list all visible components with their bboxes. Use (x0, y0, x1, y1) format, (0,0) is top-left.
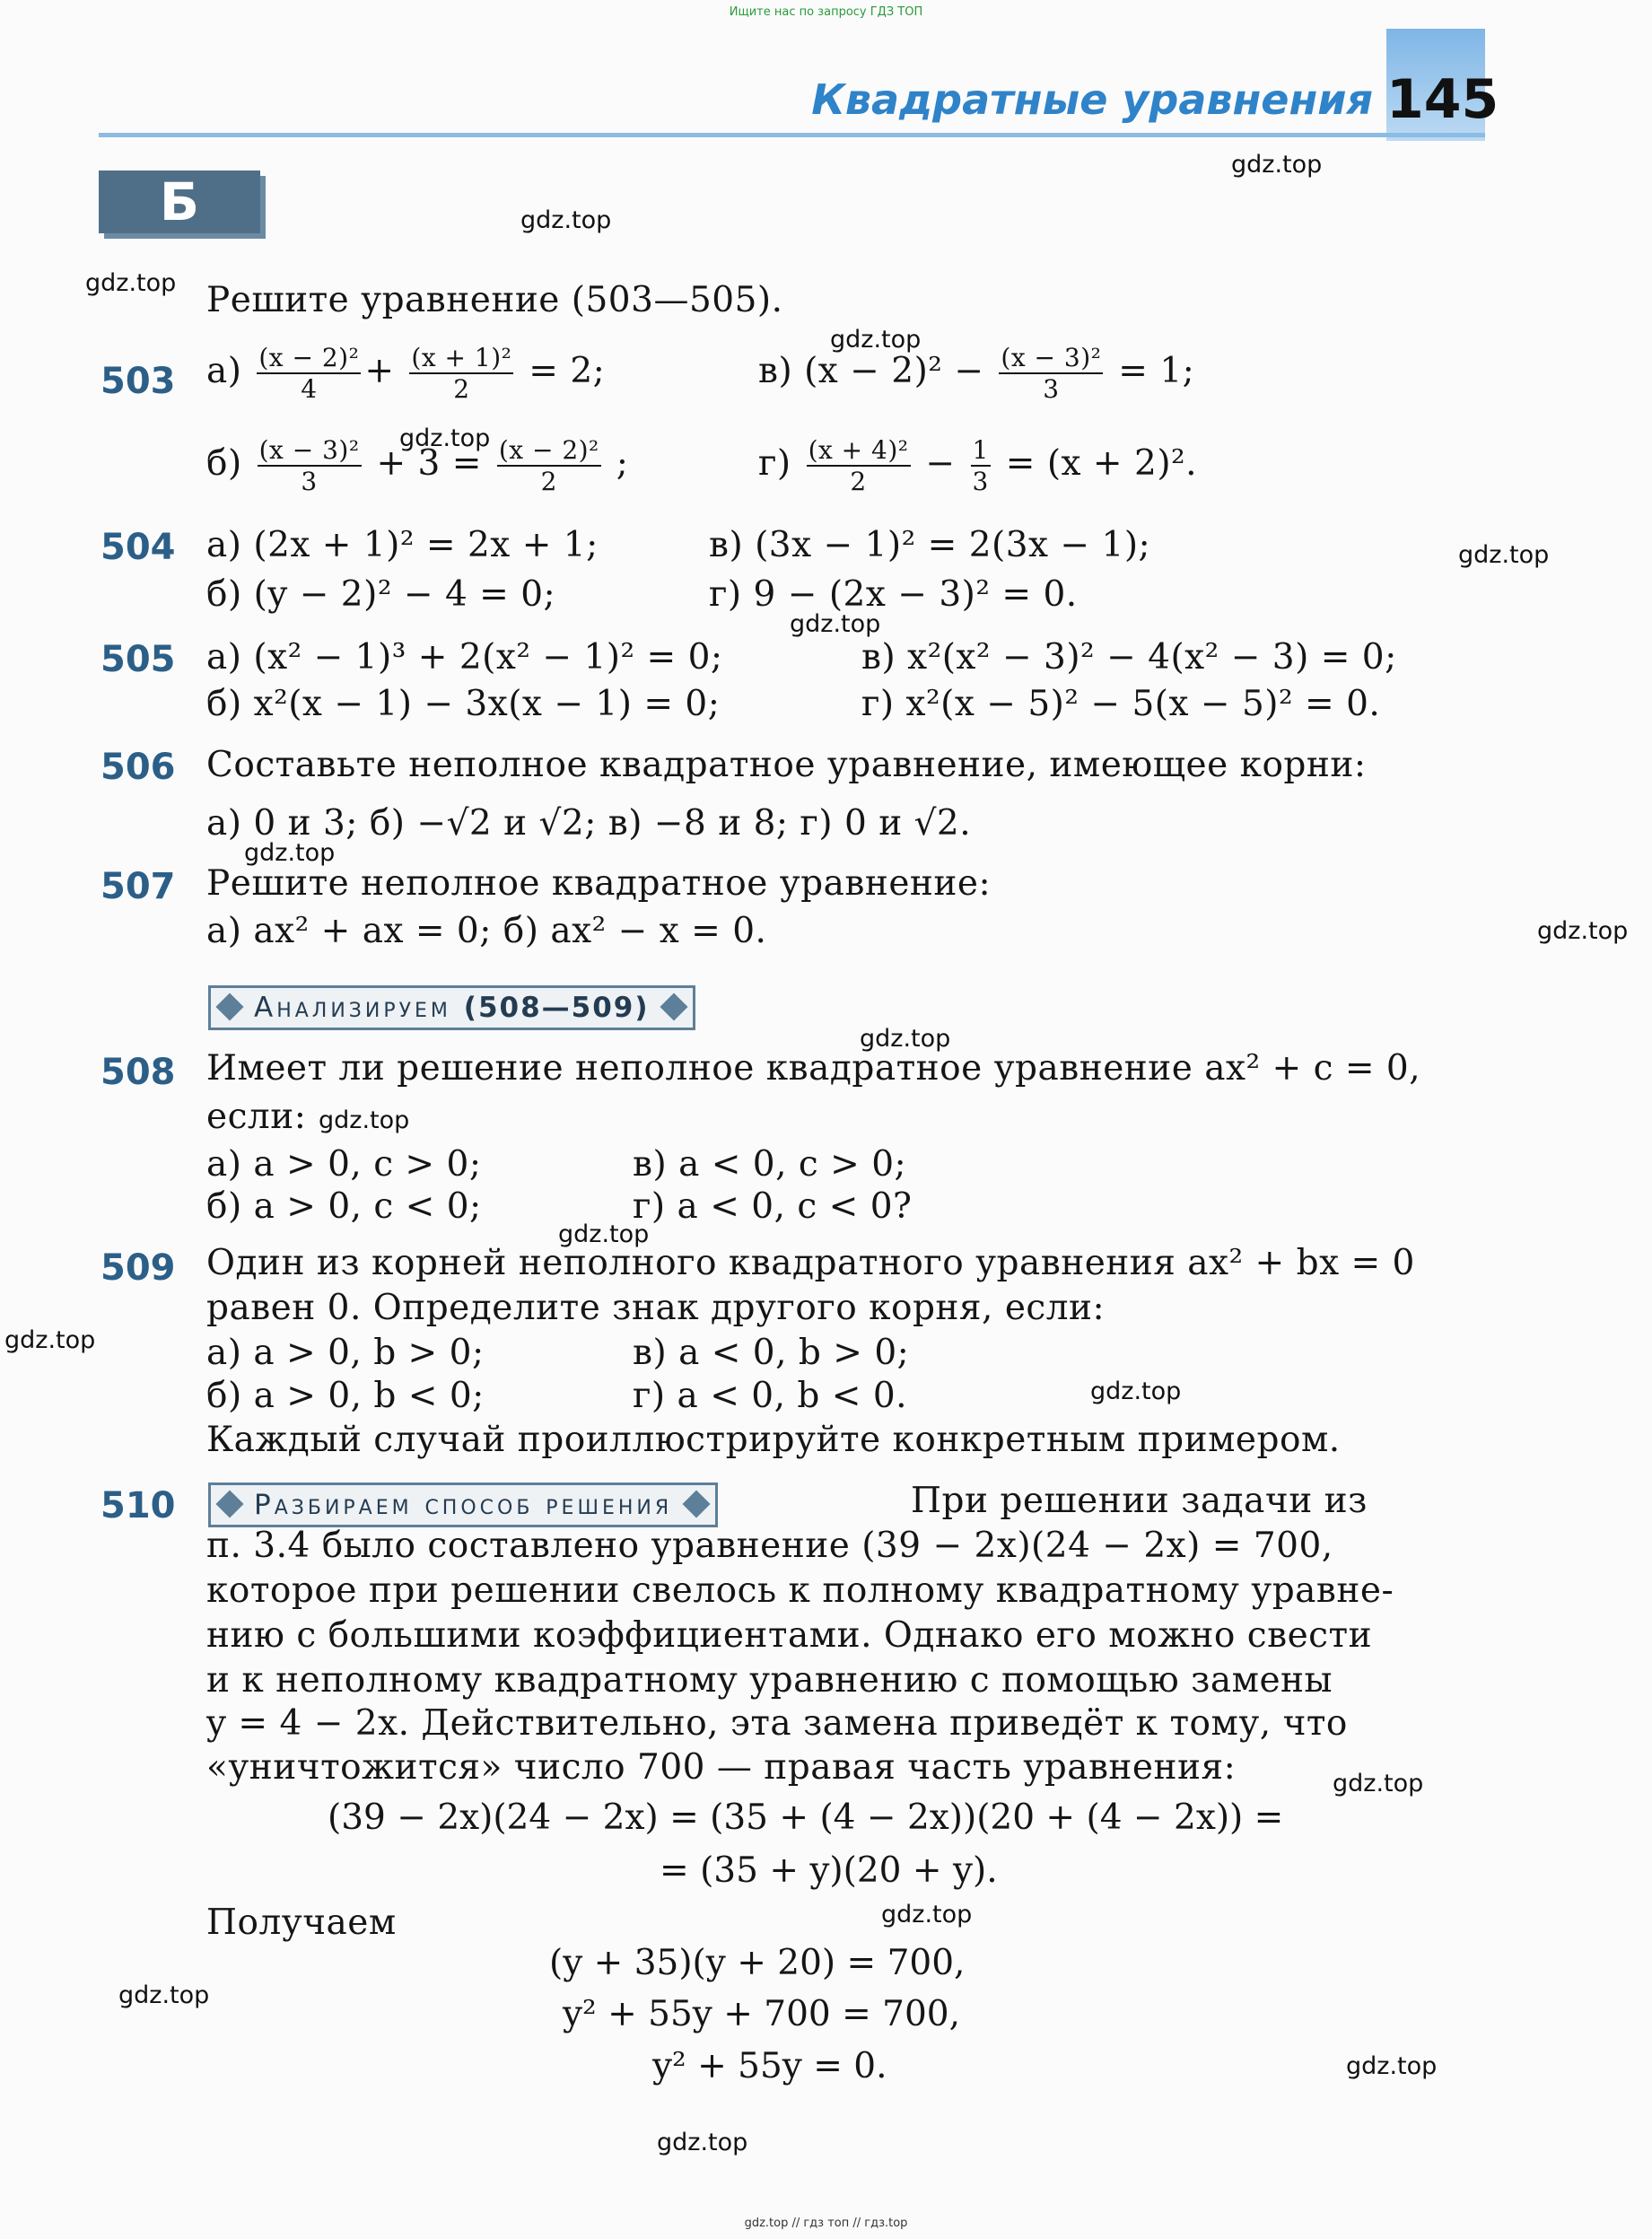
banner-range: (508—509) (463, 992, 650, 1024)
watermark: gdz.top (319, 1106, 410, 1134)
exercise-510-line: нию с большими коэффициентами. Однако его можно свести (206, 1615, 1373, 1656)
banner-label: Анализируем (254, 992, 451, 1024)
watermark: gdz.top (399, 424, 491, 452)
exercise-508-v: в) a < 0, c > 0; (633, 1144, 907, 1185)
exercise-510-line: которое при решении свелось к полному квадратному уравне- (206, 1570, 1394, 1611)
exercise-509-v: в) a < 0, b > 0; (633, 1333, 910, 1373)
watermark: gdz.top (830, 326, 922, 354)
exercise-510-line: п. 3.4 было составлено уравнение (39 − 2x)(24 − 2x) = 700, (206, 1526, 1333, 1566)
equation-line: y² + 55y = 0. (652, 2046, 887, 2086)
exercise-503-a: а) $\frac{\text{(x − 2)²}}{4}$ + $\frac{\text{(x + 1)²}}{2}$ = 2; (206, 343, 606, 404)
exercise-508-g: г) a < 0, c < 0? (633, 1186, 913, 1227)
section-badge: Б (99, 171, 260, 233)
exercise-504-v: в) (3x − 1)² = 2(3x − 1); (709, 525, 1151, 565)
exercise-503-g: г) $\frac{\text{(x + 4)²}}{2}$ − $\frac{1}{3}$ = (x + 2)². (758, 435, 1198, 496)
exercise-504-g: г) 9 − (2x − 3)² = 0. (709, 574, 1078, 615)
exercise-505-g: г) x²(x − 5)² − 5(x − 5)² = 0. (861, 684, 1381, 724)
exercise-505-v: в) x²(x² − 3)² − 4(x² − 3) = 0; (861, 637, 1397, 678)
equation-line: y² + 55y + 700 = 700, (563, 1994, 961, 2034)
exercise-509-a: а) a > 0, b > 0; (206, 1333, 485, 1373)
exercise-506-options: а) 0 и 3; б) −√2 и √2; в) −8 и 8; г) 0 и √2. (206, 803, 972, 844)
exercise-510-line: и к неполному квадратному уравнению с помощью замены (206, 1660, 1333, 1701)
analyze-banner (208, 985, 695, 1030)
exercise-number: 509 (101, 1247, 176, 1289)
exercise-507-options: а) ax² + ax = 0; б) ax² − x = 0. (206, 911, 767, 951)
exercise-504-a: а) (2x + 1)² = 2x + 1; (206, 525, 599, 565)
exercise-510-line: y = 4 − 2x. Действительно, эта замена приведёт к тому, что (206, 1703, 1348, 1744)
watermark: gdz.top (1333, 1770, 1424, 1797)
header-rule (99, 133, 1485, 137)
exercise-505-b: б) x²(x − 1) − 3x(x − 1) = 0; (206, 684, 721, 724)
page-number: 145 (1386, 68, 1499, 131)
top-note: Ищите нас по запросу ГДЗ ТОП (729, 5, 923, 19)
watermark: gdz.top (558, 1220, 650, 1248)
exercise-507-text: Решите неполное квадратное уравнение: (206, 863, 992, 904)
watermark: gdz.top (4, 1326, 96, 1354)
exercise-number: 506 (101, 747, 176, 788)
solution-method-banner (208, 1482, 718, 1527)
exercise-508-text-cont: если: (206, 1097, 307, 1137)
instruction-text: Решите уравнение (503—505). (206, 280, 783, 320)
watermark: gdz.top (118, 1981, 210, 2009)
exercise-510-lead: При решении задачи из (911, 1481, 1368, 1521)
exercise-number: 508 (101, 1052, 176, 1093)
watermark: gdz.top (881, 1901, 973, 1929)
exercise-506-text: Составьте неполное квадратное уравнение, имеющее корни: (206, 745, 1367, 785)
exercise-509-b: б) a > 0, b < 0; (206, 1376, 485, 1416)
exercise-505-a: а) (x² − 1)³ + 2(x² − 1)² = 0; (206, 637, 723, 678)
equation-line: (y + 35)(y + 20) = 700, (549, 1943, 966, 1983)
banner-label: Разбираем способ решения (254, 1489, 673, 1521)
watermark: gdz.top (1458, 541, 1550, 569)
exercise-509-text: Один из корней неполного квадратного уравнения ax² + bx = 0 (206, 1243, 1415, 1283)
equation-line: = (35 + y)(20 + y). (660, 1850, 998, 1891)
exercise-number: 510 (101, 1485, 176, 1526)
watermark: gdz.top (657, 2129, 748, 2156)
watermark: gdz.top (1346, 2052, 1438, 2080)
exercise-510-line: «уничтожится» число 700 — правая часть уравнения: (206, 1747, 1237, 1788)
watermark: gdz.top (85, 269, 177, 297)
exercise-508-text: Имеет ли решение неполное квадратное уравнение ax² + c = 0, (206, 1048, 1421, 1089)
chapter-title: Квадратные уравнения (811, 75, 1373, 124)
exercise-508-b: б) a > 0, c < 0; (206, 1186, 482, 1227)
watermark: gdz.top (1231, 151, 1323, 179)
watermark: gdz.top (520, 206, 612, 234)
exercise-number: 507 (101, 866, 176, 907)
watermark: gdz.top (860, 1025, 951, 1053)
exercise-504-b: б) (y − 2)² − 4 = 0; (206, 574, 556, 615)
exercise-number: 504 (101, 527, 176, 568)
exercise-509-g: г) a < 0, b < 0. (633, 1376, 908, 1416)
watermark: gdz.top (1090, 1378, 1182, 1405)
exercise-number: 505 (101, 639, 176, 680)
watermark: gdz.top (1537, 917, 1629, 945)
exercise-number: 503 (101, 361, 176, 402)
exercise-509-text-cont: равен 0. Определите знак другого корня, если: (206, 1288, 1106, 1328)
exercise-503-b: б) $\frac{\text{(x − 3)²}}{3}$ + 3 = $\frac{\text{(x − 2)²}}{2}$ ; (206, 435, 629, 496)
exercise-508-a: а) a > 0, c > 0; (206, 1144, 482, 1185)
watermark: gdz.top (244, 839, 336, 867)
exercise-510-getting: Получаем (206, 1902, 397, 1943)
watermark: gdz.top (790, 610, 881, 638)
bottom-note: gdz.top // гдз топ // гдз.top (744, 2217, 908, 2230)
exercise-509-note: Каждый случай проиллюстрируйте конкретным примером. (206, 1420, 1341, 1460)
exercise-503-v: в) (x − 2)² − $\frac{\text{(x − 3)²}}{3}$ = 1; (758, 343, 1195, 404)
equation-line: (39 − 2x)(24 − 2x) = (35 + (4 − 2x))(20 + (4 − 2x)) = (328, 1797, 1284, 1838)
